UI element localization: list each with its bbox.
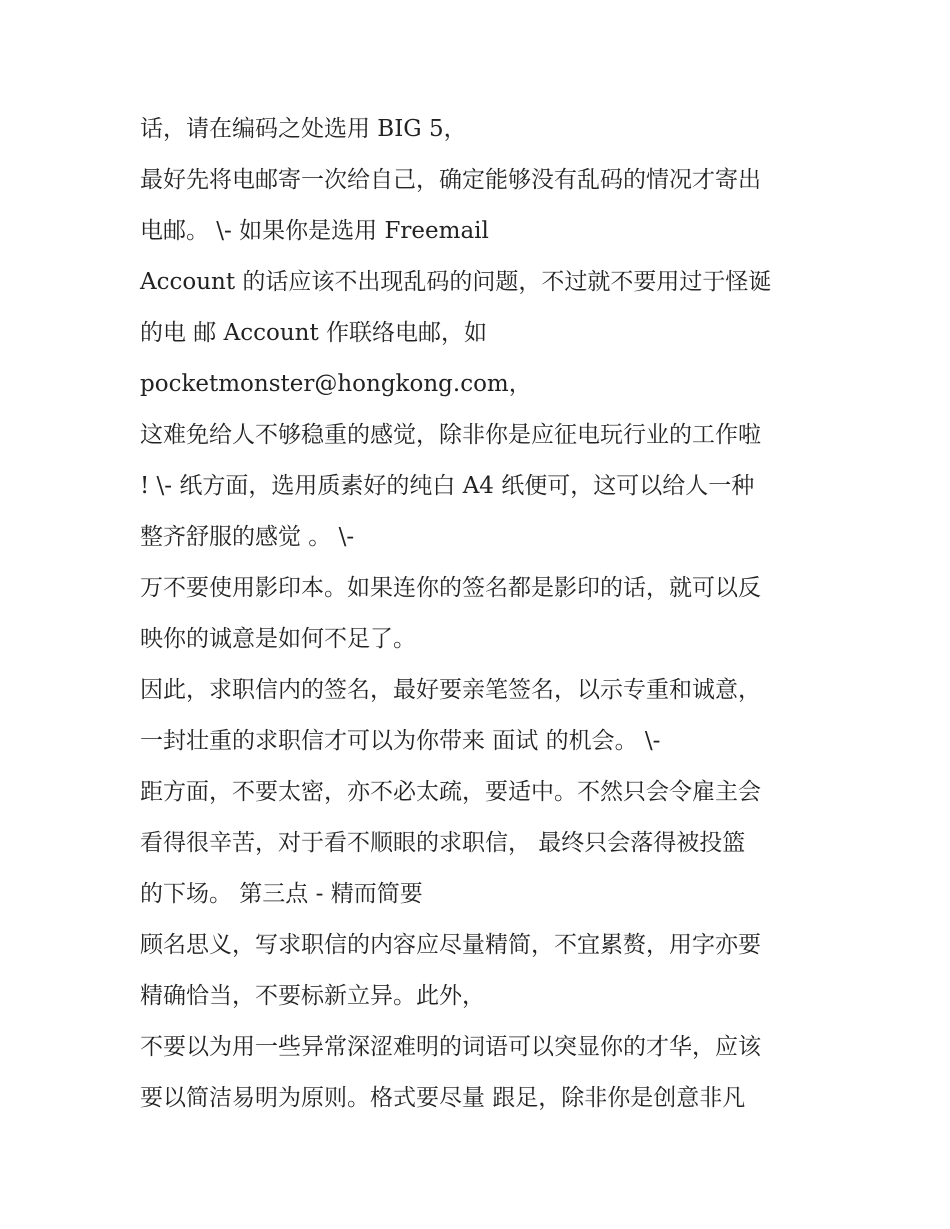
- text-line: 最好先将电邮寄一次给自己，确定能够没有乱码的情况才寄出: [140, 167, 761, 193]
- text-line: 要以简洁易明为原则。格式要尽量 跟足，除非你是创意非凡: [140, 1085, 746, 1111]
- text-line: ! \- 纸方面，选用质素好的纯白 A4 纸便可，这可以给人一种: [140, 473, 755, 499]
- text-line: 一封壮重的求职信才可以为你带来 面试 的机会。 \-: [140, 728, 661, 754]
- text-line: 电邮。 \- 如果你是选用 Freemail: [140, 218, 489, 244]
- text-line: 精确恰当，不要标新立异。此外，: [140, 983, 485, 1009]
- text-line: 看得很辛苦，对于看不顺眼的求职信， 最终只会落得被投篮: [140, 830, 746, 856]
- text-line: 万不要使用影印本。如果连你的签名都是影印的话，就可以反: [140, 575, 761, 601]
- text-line: 这难免给人不够稳重的感觉，除非你是应征电玩行业的工作啦: [140, 422, 761, 448]
- text-line: 映你的诚意是如何不足了。: [140, 626, 416, 652]
- text-line: 因此，求职信内的签名，最好要亲笔签名，以示专重和诚意，: [140, 677, 761, 703]
- text-line: 的下场。 第三点 - 精而简要: [140, 881, 423, 907]
- text-line: 整齐舒服的感觉 。 \-: [140, 524, 355, 550]
- text-line: 顾名思义，写求职信的内容应尽量精简，不宜累赘，用字亦要: [140, 932, 761, 958]
- text-line: 的电 邮 Account 作联络电邮，如: [140, 320, 488, 346]
- document-body: [140, 104, 830, 1124]
- text-line: 不要以为用一些异常深涩难明的词语可以突显你的才华，应该: [140, 1034, 761, 1060]
- text-line: Account 的话应该不出现乱码的问题，不过就不要用过于怪诞: [140, 269, 772, 295]
- text-line: pocketmonster@hongkong.com，: [140, 371, 532, 397]
- text-line: 话，请在编码之处选用 BIG 5，: [140, 116, 467, 142]
- text-line: 距方面，不要太密，亦不必太疏，要适中。不然只会令雇主会: [140, 779, 761, 805]
